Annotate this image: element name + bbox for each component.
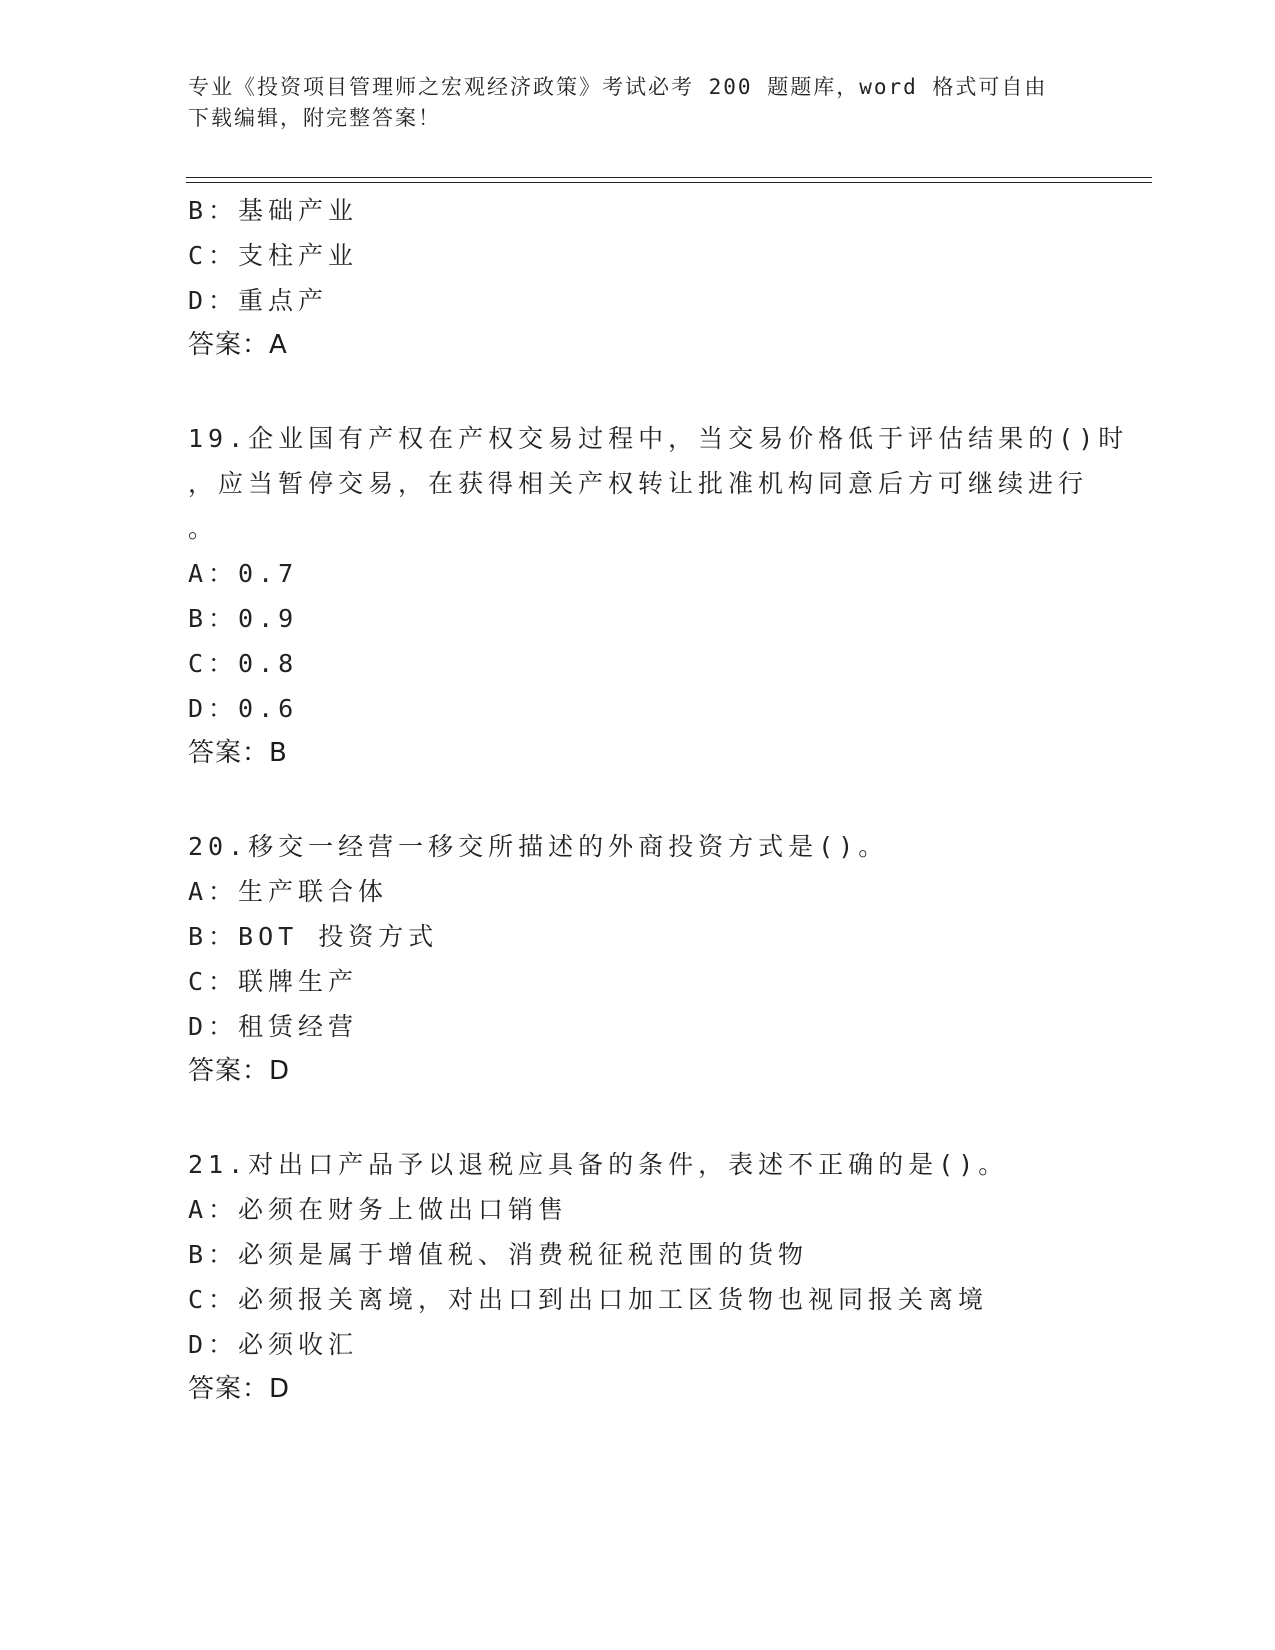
question-text-line-1: 19.企业国有产权在产权交易过程中，当交易价格低于评估结果的()时 [188, 424, 1129, 453]
option-b: B：BOT 投资方式 [188, 922, 439, 951]
question-list [188, 188, 1129, 1460]
option-a: A：0.7 [188, 559, 299, 588]
document-header [188, 72, 1088, 134]
option-a: A：生产联合体 [188, 877, 389, 906]
option-b: B：基础产业 [188, 196, 359, 225]
option-b: B：0.9 [188, 604, 299, 633]
option-d: D：必须收汇 [188, 1330, 359, 1359]
question-block-19 [188, 416, 1129, 776]
question-text: 20.移交一经营一移交所描述的外商投资方式是()。 [188, 832, 889, 861]
option-c: C：0.8 [188, 649, 299, 678]
header-rule-top [186, 177, 1152, 178]
option-d: D：租赁经营 [188, 1012, 359, 1041]
question-text: 21.对出口产品予以退税应具备的条件，表述不正确的是()。 [188, 1150, 1009, 1179]
option-c: C：支柱产业 [188, 241, 359, 270]
option-c: C：联牌生产 [188, 967, 359, 996]
question-block-20 [188, 824, 1088, 1094]
header-rule-bottom [186, 182, 1152, 183]
answer: 答案：D [188, 1056, 291, 1086]
option-a: A：必须在财务上做出口销售 [188, 1195, 569, 1224]
option-b: B：必须是属于增值税、消费税征税范围的货物 [188, 1240, 809, 1269]
question-block-18 [188, 188, 1088, 368]
answer: 答案：D [188, 1374, 291, 1404]
option-c: C：必须报关离境，对出口到出口加工区货物也视同报关离境 [188, 1285, 989, 1314]
question-text-line-2: ，应当暂停交易，在获得相关产权转让批准机构同意后方可继续进行 [188, 469, 1089, 498]
header-line-1: 专业《投资项目管理师之宏观经济政策》考试必考 200 题题库，word 格式可自由 [188, 75, 1048, 99]
header-line-2: 下载编辑，附完整答案！ [188, 106, 441, 130]
answer: 答案：A [188, 330, 288, 360]
answer: 答案：B [188, 738, 288, 768]
question-text-line-3: 。 [188, 514, 219, 543]
question-block-21 [188, 1142, 1088, 1412]
option-d: D：重点产 [188, 286, 329, 315]
option-d: D：0.6 [188, 694, 299, 723]
